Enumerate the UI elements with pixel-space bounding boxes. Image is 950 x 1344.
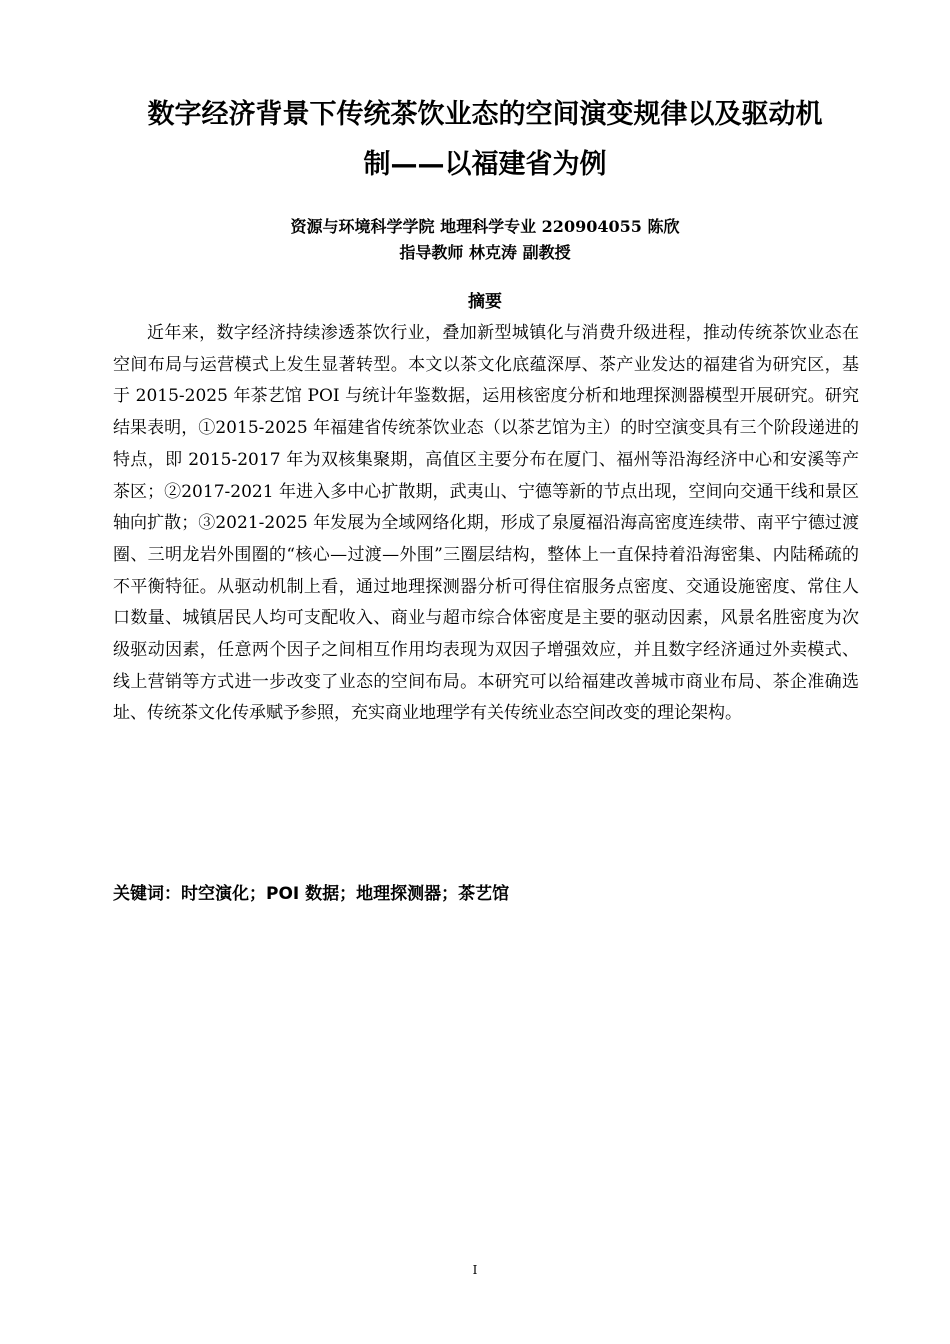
abstract-body: 近年来，数字经济持续渗透茶饮行业，叠加新型城镇化与消费升级进程，推动传统茶饮业态在空间布局与运营模式上发生显著转型。本文以茶文化底蕴深厚、茶产业发达的福建省为研究区，基于 2015-2025 年茶艺馆 POI 与统计年鉴数据，运用核密度分析和地理探测器模型开展研究。研究结果表明，①2015-2025 年福建省传统茶饮业态（以茶艺馆为主）的时空演变具有三个阶段递进的特点，即 2015-2017 年为双核集聚期，高值区主要分布在厦门、福州等沿海经济中心和安溪等产茶区；②2017-2021 年进入多中心扩散期，武夷山、宁德等新的节点出现，空间向交通干线和景区轴向扩散；③2021-2025 年发展为全域网络化期，形成了泉厦福沿海高密度连续带、南平宁德过渡圈、三明龙岩外围圈的“核心—过渡—外围”三圈层结构，整体上一直保持着沿海密集、内陆稀疏的不平衡特征。从驱动机制上看，通过地理探测器分析可得住宿服务点密度、交通设施密度、常住人口数量、城镇居民人均可支配收入、商业与超市综合体密度是主要的驱动因素，风景名胜密度为次级驱动因素，任意两个因子之间相互作用均表现为双因子增强效应，并且数字经济通过外卖模式、线上营销等方式进一步改变了业态的空间布局。本研究可以给福建改善城市商业布局、茶企准确选址、传统茶文化传承赋予参照，充实商业地理学有关传统业态空间改变的理论架构。 <box>113 323 859 724</box>
paper-title-line-2: 制——以福建省为例 <box>363 149 607 180</box>
author-info: 资源与环境科学学院 地理科学专业 220904055 陈欣 <box>290 217 680 236</box>
paper-title-line-1: 数字经济背景下传统茶饮业态的空间演变规律以及驱动机 <box>147 99 823 130</box>
keywords-line: 关键词：时空演化；POI 数据；地理探测器；茶艺馆 <box>113 884 510 904</box>
abstract-heading: 摘要 <box>468 292 502 312</box>
advisor-info: 指导教师 林克涛 副教授 <box>399 243 571 262</box>
page-number: I <box>472 1263 478 1277</box>
